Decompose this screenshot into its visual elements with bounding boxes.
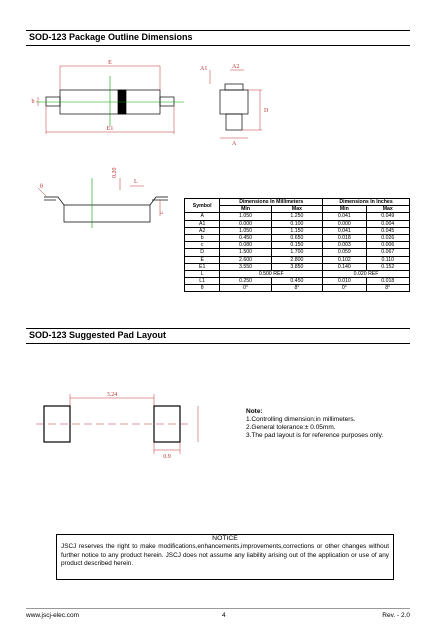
note-item: 1.Controlling dimension:in millimeters. [246, 416, 356, 423]
page-footer [26, 608, 410, 621]
table-row [185, 242, 410, 249]
table-row [185, 227, 410, 234]
header-in-max: Max [366, 206, 409, 213]
table-cell: 0° [220, 285, 271, 292]
table-cell: 0.020 REF [323, 270, 410, 277]
table-cell: 1.050 [220, 227, 271, 234]
table-cell: 2.600 [220, 256, 271, 263]
table-cell: 0.049 [366, 213, 409, 220]
table-cell: 0.006 [366, 242, 409, 249]
table-header-row [185, 199, 410, 206]
footer-page-number: 4 [222, 612, 226, 619]
dim-label-theta: θ [40, 184, 43, 190]
table-row [185, 249, 410, 256]
table-cell: 3.550 [220, 263, 271, 270]
side-view-dimension-lines [210, 70, 262, 138]
footer-revision: Rev. - 2.0 [382, 612, 410, 619]
table-cell: 0.000 [220, 220, 271, 227]
note-item: 2.General tolerance:± 0.05mm. [246, 424, 336, 431]
dim-label-l: L [134, 179, 138, 185]
notes-block [246, 408, 383, 440]
table-row [185, 285, 410, 292]
table-cell: 0.110 [366, 256, 409, 263]
dim-label-b: b [31, 99, 35, 105]
pad-section-title: SOD-123 Suggested Pad Layout [29, 330, 167, 340]
pad-dim-width: 3.24 [106, 392, 118, 398]
dim-label-a: A [232, 141, 237, 147]
header-mm-max: Max [271, 206, 322, 213]
table-cell: 1.250 [271, 213, 322, 220]
table-row [185, 263, 410, 270]
table-cell: 0.067 [366, 249, 409, 256]
table-cell: 0.018 [323, 234, 366, 241]
pad-dim-gap: 0.9 [163, 454, 171, 460]
table-cell: 0.100 [271, 220, 322, 227]
table-row [185, 234, 410, 241]
table-cell: 0.018 [366, 278, 409, 285]
lead-detail-view [44, 197, 168, 222]
notice-body: JSCJ reserves the right to make modifications,enhancements,improvements,corrections or other changes without further notice to any product herein. JSCJ does not assume any liability arising out of the application or use of any product described herein. [61, 543, 389, 568]
table-cell: 1.700 [271, 249, 322, 256]
table-cell: 0.152 [366, 263, 409, 270]
table-cell: L [185, 270, 220, 277]
table-cell: b [185, 234, 220, 241]
table-cell: 3.850 [271, 263, 322, 270]
side-view [220, 84, 248, 130]
table-cell: L1 [185, 278, 220, 285]
notice-box [56, 534, 394, 580]
header-symbol: Symbol [185, 199, 220, 213]
dim-label-a1: A1 [200, 66, 208, 72]
notes-title: Note: [246, 408, 263, 415]
table-cell: A2 [185, 227, 220, 234]
dim-label-c: c [159, 211, 165, 214]
table-cell: E1 [185, 263, 220, 270]
table-cell: 8° [271, 285, 322, 292]
table-cell: 1.500 [220, 249, 271, 256]
table-cell: 0.102 [323, 256, 366, 263]
notice-title: NOTICE [212, 535, 238, 542]
header-inches: Dimensions In Inches [323, 199, 410, 206]
table-cell: 0.500 REF [220, 270, 323, 277]
table-row [185, 278, 410, 285]
table-cell: 0.000 [323, 220, 366, 227]
table-row-ref [185, 270, 410, 277]
header-mm-min: Min [220, 206, 271, 213]
table-cell: 0.026 [366, 234, 409, 241]
note-item: 3.The pad layout is for reference purposes only. [246, 432, 384, 439]
header-in-min: Min [323, 206, 366, 213]
table-cell: c [185, 242, 220, 249]
table-cell: 1.050 [220, 213, 271, 220]
table-cell: 0.650 [271, 234, 322, 241]
footer-website: www.jscj-elec.com [26, 612, 80, 619]
table-cell: 0.080 [220, 242, 271, 249]
table-row [185, 256, 410, 263]
header-millimeters: Dimensions In Millimeters [220, 199, 323, 206]
table-cell: 0.450 [220, 234, 271, 241]
dim-label-e: E [108, 60, 112, 66]
top-view-dimension-lines [38, 66, 174, 134]
table-cell: 0.010 [323, 278, 366, 285]
table-cell: 0° [323, 285, 366, 292]
table-row [185, 213, 410, 220]
pad-rectangles [44, 406, 180, 442]
top-view-centerlines [36, 76, 184, 126]
outline-section-title: SOD-123 Package Outline Dimensions [29, 32, 193, 42]
pad-section-header [26, 328, 410, 344]
table-cell: 0.041 [323, 227, 366, 234]
table-cell: A [185, 213, 220, 220]
dim-label-d: D [264, 108, 269, 114]
dim-label-e1: E1 [106, 126, 114, 132]
table-cell: D [185, 249, 220, 256]
dim-label-l-dim: 0.20 [112, 167, 118, 178]
table-cell: 0.250 [220, 278, 271, 285]
table-cell: 0.059 [323, 249, 366, 256]
table-cell: 0.004 [366, 220, 409, 227]
pad-dimension-lines [70, 394, 198, 454]
table-cell: 0.041 [323, 213, 366, 220]
table-row [185, 220, 410, 227]
table-cell: 1.150 [271, 227, 322, 234]
table-cell: A1 [185, 220, 220, 227]
table-cell: 2.800 [271, 256, 322, 263]
table-cell: 0.150 [271, 242, 322, 249]
dim-label-a2: A2 [232, 64, 240, 70]
table-cell: 0.045 [366, 227, 409, 234]
table-cell: 8° [366, 285, 409, 292]
table-cell: 0.140 [323, 263, 366, 270]
table-cell: 0.450 [271, 278, 322, 285]
table-cell: E [185, 256, 220, 263]
table-cell: θ [185, 285, 220, 292]
table-cell: 0.003 [323, 242, 366, 249]
dimensions-table [184, 198, 410, 292]
